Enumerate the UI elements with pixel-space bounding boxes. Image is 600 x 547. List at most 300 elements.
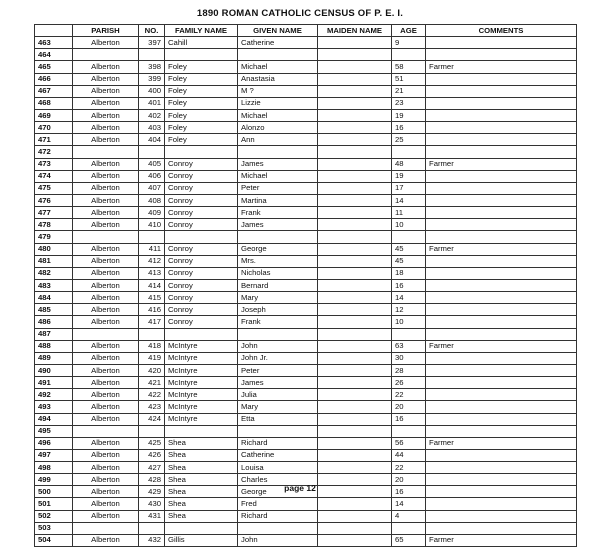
parish-cell: Alberton [73, 352, 139, 364]
line-number: 501 [35, 498, 73, 510]
comments-cell [426, 109, 577, 121]
comments-cell: Farmer [426, 534, 577, 546]
table-row [35, 122, 577, 134]
number-cell: 422 [139, 389, 165, 401]
comments-cell [426, 510, 577, 522]
parish-cell: Alberton [73, 194, 139, 206]
table-row [35, 243, 577, 255]
family-name-cell: Foley [165, 134, 238, 146]
parish-cell: Alberton [73, 413, 139, 425]
col-header-given-name: GIVEN NAME [238, 25, 318, 37]
number-cell: 399 [139, 73, 165, 85]
table-row [35, 534, 577, 546]
family-name-cell: Shea [165, 449, 238, 461]
maiden-name-cell [318, 401, 392, 413]
family-name-cell: Foley [165, 73, 238, 85]
family-name-cell: McIntyre [165, 413, 238, 425]
table-row [35, 255, 577, 267]
line-number: 491 [35, 377, 73, 389]
comments-cell [426, 449, 577, 461]
number-cell: 410 [139, 219, 165, 231]
family-name-cell: McIntyre [165, 401, 238, 413]
age-cell: 45 [392, 255, 426, 267]
family-name-cell: Foley [165, 61, 238, 73]
parish-cell: Alberton [73, 462, 139, 474]
parish-cell: Alberton [73, 243, 139, 255]
comments-cell [426, 292, 577, 304]
table-row [35, 85, 577, 97]
maiden-name-cell [318, 462, 392, 474]
number-cell: 426 [139, 449, 165, 461]
comments-cell [426, 522, 577, 534]
line-number: 472 [35, 146, 73, 158]
parish-cell: Alberton [73, 109, 139, 121]
maiden-name-cell [318, 498, 392, 510]
comments-cell [426, 85, 577, 97]
family-name-cell: McIntyre [165, 377, 238, 389]
parish-cell: Alberton [73, 534, 139, 546]
parish-cell [73, 231, 139, 243]
given-name-cell: Fred [238, 498, 318, 510]
given-name-cell: James [238, 158, 318, 170]
family-name-cell: Shea [165, 498, 238, 510]
maiden-name-cell [318, 207, 392, 219]
given-name-cell: Julia [238, 389, 318, 401]
maiden-name-cell [318, 279, 392, 291]
given-name-cell: Richard [238, 510, 318, 522]
maiden-name-cell [318, 61, 392, 73]
number-cell [139, 328, 165, 340]
table-row [35, 462, 577, 474]
maiden-name-cell [318, 437, 392, 449]
maiden-name-cell [318, 292, 392, 304]
table-row [35, 97, 577, 109]
given-name-cell: Martina [238, 194, 318, 206]
age-cell: 48 [392, 158, 426, 170]
family-name-cell [165, 49, 238, 61]
age-cell: 21 [392, 85, 426, 97]
age-cell [392, 49, 426, 61]
family-name-cell [165, 328, 238, 340]
line-number: 502 [35, 510, 73, 522]
comments-cell: Farmer [426, 340, 577, 352]
table-row [35, 182, 577, 194]
given-name-cell [238, 522, 318, 534]
comments-cell [426, 352, 577, 364]
table-row [35, 425, 577, 437]
maiden-name-cell [318, 231, 392, 243]
number-cell: 406 [139, 170, 165, 182]
comments-cell [426, 134, 577, 146]
family-name-cell [165, 522, 238, 534]
given-name-cell: Charles [238, 474, 318, 486]
age-cell: 17 [392, 182, 426, 194]
number-cell: 414 [139, 279, 165, 291]
comments-cell [426, 462, 577, 474]
number-cell [139, 522, 165, 534]
number-cell: 397 [139, 37, 165, 49]
age-cell: 44 [392, 449, 426, 461]
line-number: 485 [35, 304, 73, 316]
line-number: 470 [35, 122, 73, 134]
line-number: 471 [35, 134, 73, 146]
number-cell: 428 [139, 474, 165, 486]
line-number: 500 [35, 486, 73, 498]
maiden-name-cell [318, 146, 392, 158]
comments-cell [426, 194, 577, 206]
age-cell: 18 [392, 267, 426, 279]
given-name-cell: Peter [238, 364, 318, 376]
comments-cell [426, 219, 577, 231]
number-cell: 405 [139, 158, 165, 170]
comments-cell [426, 364, 577, 376]
line-number: 474 [35, 170, 73, 182]
line-number: 497 [35, 449, 73, 461]
parish-cell [73, 522, 139, 534]
parish-cell: Alberton [73, 61, 139, 73]
line-number: 494 [35, 413, 73, 425]
maiden-name-cell [318, 316, 392, 328]
age-cell: 56 [392, 437, 426, 449]
maiden-name-cell [318, 377, 392, 389]
given-name-cell: Etta [238, 413, 318, 425]
maiden-name-cell [318, 389, 392, 401]
number-cell: 409 [139, 207, 165, 219]
family-name-cell: Conroy [165, 279, 238, 291]
comments-cell [426, 37, 577, 49]
line-number: 476 [35, 194, 73, 206]
family-name-cell: Conroy [165, 243, 238, 255]
parish-cell [73, 328, 139, 340]
parish-cell [73, 425, 139, 437]
maiden-name-cell [318, 37, 392, 49]
parish-cell: Alberton [73, 207, 139, 219]
table-row [35, 194, 577, 206]
comments-cell [426, 231, 577, 243]
number-cell: 411 [139, 243, 165, 255]
number-cell: 412 [139, 255, 165, 267]
given-name-cell: Mrs. [238, 255, 318, 267]
parish-cell: Alberton [73, 304, 139, 316]
comments-cell [426, 498, 577, 510]
family-name-cell: Foley [165, 97, 238, 109]
family-name-cell: Conroy [165, 207, 238, 219]
line-number: 463 [35, 37, 73, 49]
age-cell: 10 [392, 219, 426, 231]
given-name-cell: Joseph [238, 304, 318, 316]
line-number: 475 [35, 182, 73, 194]
table-row [35, 498, 577, 510]
col-header-parish: PARISH [73, 25, 139, 37]
family-name-cell: Conroy [165, 316, 238, 328]
line-number: 468 [35, 97, 73, 109]
maiden-name-cell [318, 182, 392, 194]
given-name-cell: Mary [238, 292, 318, 304]
given-name-cell: Catherine [238, 449, 318, 461]
line-number: 480 [35, 243, 73, 255]
family-name-cell: Conroy [165, 292, 238, 304]
line-number: 489 [35, 352, 73, 364]
parish-cell: Alberton [73, 449, 139, 461]
family-name-cell: Foley [165, 85, 238, 97]
comments-cell [426, 122, 577, 134]
family-name-cell: McIntyre [165, 364, 238, 376]
age-cell: 12 [392, 304, 426, 316]
given-name-cell: Richard [238, 437, 318, 449]
given-name-cell: Mary [238, 401, 318, 413]
parish-cell: Alberton [73, 340, 139, 352]
maiden-name-cell [318, 510, 392, 522]
age-cell [392, 328, 426, 340]
age-cell: 16 [392, 413, 426, 425]
maiden-name-cell [318, 49, 392, 61]
given-name-cell: Michael [238, 109, 318, 121]
header-row [35, 25, 577, 37]
maiden-name-cell [318, 255, 392, 267]
age-cell: 25 [392, 134, 426, 146]
line-number: 486 [35, 316, 73, 328]
given-name-cell: James [238, 219, 318, 231]
family-name-cell: Conroy [165, 170, 238, 182]
age-cell: 28 [392, 364, 426, 376]
parish-cell: Alberton [73, 73, 139, 85]
given-name-cell: John [238, 534, 318, 546]
line-number: 499 [35, 474, 73, 486]
age-cell: 22 [392, 462, 426, 474]
parish-cell: Alberton [73, 267, 139, 279]
family-name-cell: Conroy [165, 158, 238, 170]
col-header-maiden-name: MAIDEN NAME [318, 25, 392, 37]
number-cell: 400 [139, 85, 165, 97]
number-cell: 401 [139, 97, 165, 109]
table-row [35, 73, 577, 85]
parish-cell: Alberton [73, 292, 139, 304]
age-cell: 20 [392, 474, 426, 486]
number-cell: 425 [139, 437, 165, 449]
family-name-cell [165, 425, 238, 437]
family-name-cell: McIntyre [165, 340, 238, 352]
line-number: 467 [35, 85, 73, 97]
given-name-cell: Peter [238, 182, 318, 194]
line-number: 484 [35, 292, 73, 304]
number-cell: 398 [139, 61, 165, 73]
maiden-name-cell [318, 243, 392, 255]
parish-cell: Alberton [73, 219, 139, 231]
maiden-name-cell [318, 267, 392, 279]
age-cell: 51 [392, 73, 426, 85]
comments-cell [426, 304, 577, 316]
table-row [35, 279, 577, 291]
family-name-cell [165, 231, 238, 243]
comments-cell [426, 401, 577, 413]
age-cell: 26 [392, 377, 426, 389]
comments-cell [426, 377, 577, 389]
parish-cell: Alberton [73, 364, 139, 376]
number-cell [139, 231, 165, 243]
table-row [35, 304, 577, 316]
age-cell: 23 [392, 97, 426, 109]
line-number: 473 [35, 158, 73, 170]
line-number: 504 [35, 534, 73, 546]
maiden-name-cell [318, 304, 392, 316]
comments-cell [426, 328, 577, 340]
table-row [35, 328, 577, 340]
table-row [35, 292, 577, 304]
family-name-cell: Shea [165, 486, 238, 498]
line-number: 477 [35, 207, 73, 219]
parish-cell: Alberton [73, 37, 139, 49]
age-cell: 19 [392, 109, 426, 121]
page-title: 1890 ROMAN CATHOLIC CENSUS OF P. E. I. [196, 8, 404, 19]
table-row [35, 510, 577, 522]
col-header-family-name: FAMILY NAME [165, 25, 238, 37]
family-name-cell: McIntyre [165, 352, 238, 364]
maiden-name-cell [318, 364, 392, 376]
age-cell: 58 [392, 61, 426, 73]
given-name-cell [238, 146, 318, 158]
number-cell [139, 146, 165, 158]
maiden-name-cell [318, 122, 392, 134]
number-cell: 430 [139, 498, 165, 510]
table-row [35, 522, 577, 534]
parish-cell: Alberton [73, 486, 139, 498]
col-header-line [35, 25, 73, 37]
comments-cell [426, 170, 577, 182]
given-name-cell: Ann [238, 134, 318, 146]
family-name-cell: Shea [165, 462, 238, 474]
line-number: 469 [35, 109, 73, 121]
parish-cell: Alberton [73, 158, 139, 170]
comments-cell [426, 49, 577, 61]
table-row [35, 146, 577, 158]
number-cell: 421 [139, 377, 165, 389]
family-name-cell: Conroy [165, 194, 238, 206]
line-number: 498 [35, 462, 73, 474]
family-name-cell: Conroy [165, 182, 238, 194]
age-cell: 63 [392, 340, 426, 352]
age-cell: 4 [392, 510, 426, 522]
family-name-cell: Gillis [165, 534, 238, 546]
number-cell: 407 [139, 182, 165, 194]
family-name-cell: Conroy [165, 219, 238, 231]
comments-cell: Farmer [426, 61, 577, 73]
given-name-cell: Lizzie [238, 97, 318, 109]
given-name-cell: Michael [238, 61, 318, 73]
table-row [35, 340, 577, 352]
number-cell: 404 [139, 134, 165, 146]
given-name-cell: Alonzo [238, 122, 318, 134]
comments-cell [426, 413, 577, 425]
given-name-cell: Frank [238, 316, 318, 328]
number-cell [139, 49, 165, 61]
parish-cell: Alberton [73, 377, 139, 389]
given-name-cell: Anastasia [238, 73, 318, 85]
table-row [35, 316, 577, 328]
parish-cell: Alberton [73, 389, 139, 401]
table-row [35, 389, 577, 401]
age-cell: 14 [392, 498, 426, 510]
parish-cell: Alberton [73, 279, 139, 291]
family-name-cell: Cahill [165, 37, 238, 49]
comments-cell [426, 97, 577, 109]
given-name-cell [238, 231, 318, 243]
maiden-name-cell [318, 449, 392, 461]
col-header-no: NO. [139, 25, 165, 37]
parish-cell: Alberton [73, 134, 139, 146]
line-number: 503 [35, 522, 73, 534]
number-cell: 431 [139, 510, 165, 522]
line-number: 495 [35, 425, 73, 437]
maiden-name-cell [318, 97, 392, 109]
parish-cell: Alberton [73, 97, 139, 109]
number-cell: 416 [139, 304, 165, 316]
number-cell: 429 [139, 486, 165, 498]
given-name-cell: Michael [238, 170, 318, 182]
comments-cell [426, 425, 577, 437]
table-row [35, 61, 577, 73]
table-row [35, 219, 577, 231]
line-number: 479 [35, 231, 73, 243]
number-cell: 418 [139, 340, 165, 352]
given-name-cell: Frank [238, 207, 318, 219]
page-number: page 12 [284, 483, 316, 493]
number-cell: 413 [139, 267, 165, 279]
age-cell [392, 522, 426, 534]
table-row [35, 377, 577, 389]
given-name-cell: George [238, 243, 318, 255]
maiden-name-cell [318, 340, 392, 352]
line-number: 482 [35, 267, 73, 279]
family-name-cell: Shea [165, 474, 238, 486]
number-cell [139, 425, 165, 437]
parish-cell [73, 49, 139, 61]
line-number: 465 [35, 61, 73, 73]
family-name-cell [165, 146, 238, 158]
number-cell: 419 [139, 352, 165, 364]
table-row [35, 37, 577, 49]
maiden-name-cell [318, 328, 392, 340]
comments-cell [426, 316, 577, 328]
line-number: 492 [35, 389, 73, 401]
maiden-name-cell [318, 194, 392, 206]
maiden-name-cell [318, 170, 392, 182]
given-name-cell: John Jr. [238, 352, 318, 364]
maiden-name-cell [318, 352, 392, 364]
line-number: 487 [35, 328, 73, 340]
comments-cell [426, 255, 577, 267]
maiden-name-cell [318, 134, 392, 146]
parish-cell: Alberton [73, 401, 139, 413]
parish-cell: Alberton [73, 255, 139, 267]
age-cell: 14 [392, 292, 426, 304]
table-row [35, 109, 577, 121]
maiden-name-cell [318, 534, 392, 546]
family-name-cell: Shea [165, 437, 238, 449]
census-body [35, 37, 577, 547]
maiden-name-cell [318, 158, 392, 170]
comments-cell [426, 73, 577, 85]
age-cell: 14 [392, 194, 426, 206]
age-cell: 19 [392, 170, 426, 182]
line-number: 483 [35, 279, 73, 291]
age-cell: 20 [392, 401, 426, 413]
age-cell: 10 [392, 316, 426, 328]
maiden-name-cell [318, 522, 392, 534]
given-name-cell: Catherine [238, 37, 318, 49]
number-cell: 432 [139, 534, 165, 546]
table-row [35, 352, 577, 364]
family-name-cell: McIntyre [165, 389, 238, 401]
